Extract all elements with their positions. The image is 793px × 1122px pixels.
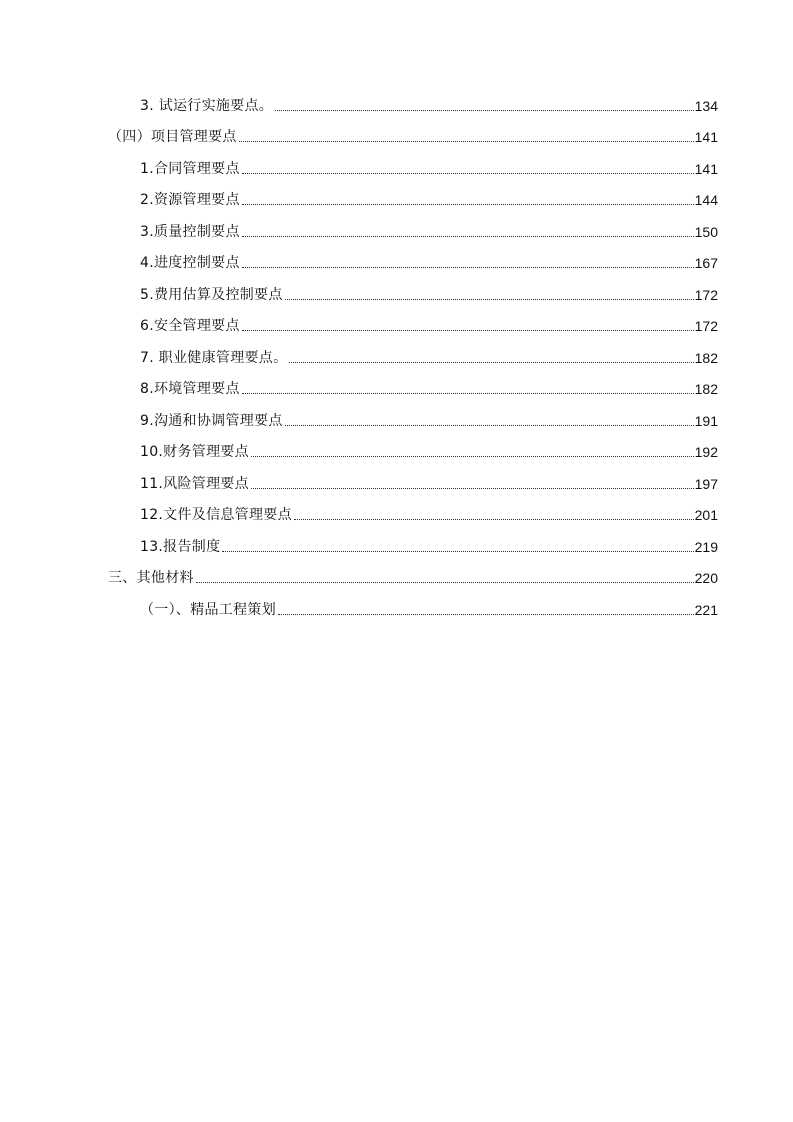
toc-entry[interactable] [140,597,718,619]
toc-leader-dots [242,330,694,331]
toc-leader-dots [242,267,694,268]
toc-leader-dots [285,425,694,426]
toc-leader-dots [242,204,694,205]
toc-leader-dots [242,173,694,174]
toc-entry[interactable] [140,439,718,461]
toc-leader-dots [242,236,694,237]
toc-leader-dots [251,456,694,457]
toc-leader-dots [196,582,694,583]
toc-entry-title: 3.质量控制要点 [140,224,240,240]
toc-entry-page: 172 [694,318,718,334]
toc-entry-page: 150 [694,224,718,240]
toc-entry[interactable] [140,187,718,209]
toc-entry[interactable] [140,502,718,524]
toc-entry-title: 3. 试运行实施要点。 [140,98,274,114]
toc-entry-page: 201 [694,507,718,523]
toc-entry-page: 144 [694,192,718,208]
toc-leader-dots [239,141,694,142]
toc-entry-page: 220 [694,570,718,586]
toc-entry-page: 172 [694,287,718,303]
toc-entry-title: 2.资源管理要点 [140,192,240,208]
toc-leader-dots [251,488,694,489]
toc-leader-dots [289,362,693,363]
toc-entry-title: 8.环境管理要点 [140,381,240,397]
toc-leader-dots [294,519,694,520]
toc-entry-page: 192 [694,444,718,460]
toc-entry[interactable] [140,282,718,304]
toc-entry-title: 11.风险管理要点 [140,476,249,492]
toc-entry-title: 9.沟通和协调管理要点 [140,413,283,429]
toc-entry-page: 182 [694,381,718,397]
toc-entry-title: 三、其他材料 [108,570,194,586]
toc-entry[interactable] [108,565,718,587]
toc-entry-page: 134 [694,98,718,114]
toc-entry[interactable] [140,376,718,398]
toc-entry-title: （四）项目管理要点 [108,129,237,145]
toc-entry-page: 141 [694,161,718,177]
toc-entry-page: 221 [694,602,718,618]
toc-leader-dots [285,299,694,300]
toc-leader-dots [222,551,693,552]
toc-entry-page: 197 [694,476,718,492]
toc-leader-dots [275,110,694,111]
toc-entry[interactable] [140,471,718,493]
toc-entry-title: （一）、精品工程策划 [140,602,276,618]
toc-entry[interactable] [108,124,718,146]
toc-entry-title: 1.合同管理要点 [140,161,240,177]
toc-entry[interactable] [140,156,718,178]
toc-entry[interactable] [140,345,718,367]
toc-entry[interactable] [140,93,718,115]
toc-entry-title: 10.财务管理要点 [140,444,249,460]
toc-entry-title: 5.费用估算及控制要点 [140,287,283,303]
toc-entry-title: 12.文件及信息管理要点 [140,507,292,523]
toc-entry-page: 219 [694,539,718,555]
toc-entry-page: 182 [694,350,718,366]
toc-entry[interactable] [140,534,718,556]
toc-leader-dots [278,614,694,615]
toc-entry-title: 4.进度控制要点 [140,255,240,271]
toc-entry-title: 7. 职业健康管理要点。 [140,350,288,366]
toc-leader-dots [242,393,694,394]
toc-entry[interactable] [140,313,718,335]
toc-entry[interactable] [140,219,718,241]
toc-entry[interactable] [140,408,718,430]
toc-entry-title: 6.安全管理要点 [140,318,240,334]
toc-entry[interactable] [140,250,718,272]
toc-entry-page: 167 [694,255,718,271]
toc-entry-page: 191 [694,413,718,429]
toc-entry-page: 141 [694,129,718,145]
toc-entry-title: 13.报告制度 [140,539,221,555]
